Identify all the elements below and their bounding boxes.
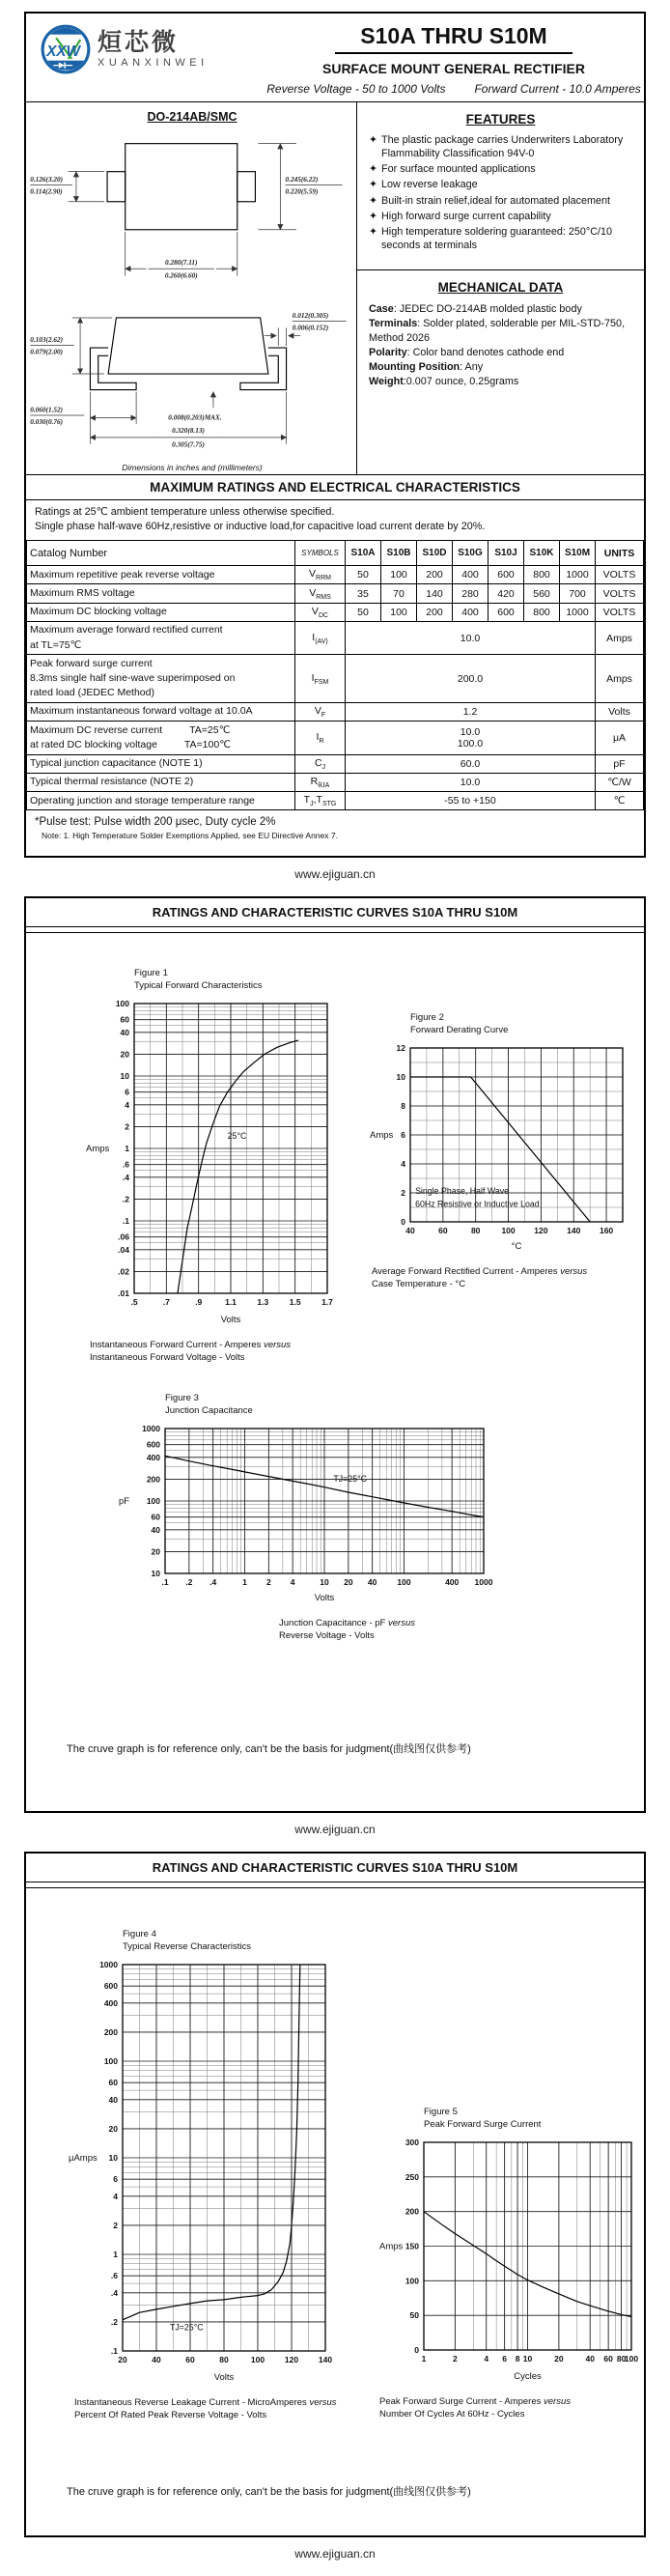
svg-text:200: 200 (405, 2206, 419, 2217)
svg-text:μAmps: μAmps (69, 2152, 98, 2164)
svg-text:20: 20 (118, 2354, 127, 2364)
svg-text:0.220(5.59): 0.220(5.59) (285, 187, 319, 196)
title-block (264, 14, 644, 101)
svg-text:0.008(0.203)MAX.: 0.008(0.203)MAX. (168, 413, 222, 422)
mechanical-line: Case: JEDEC DO-214AB molded plastic body (369, 302, 582, 315)
feature-item: ✦ Built-in strain relief,ideal for automated placement (369, 194, 611, 207)
svg-text:100: 100 (501, 1225, 516, 1235)
svg-text:60: 60 (185, 2354, 195, 2364)
svg-text:Amps: Amps (370, 1129, 394, 1141)
svg-text:60: 60 (108, 2078, 118, 2088)
svg-text:4: 4 (484, 2353, 489, 2364)
svg-text:0.006(0.152): 0.006(0.152) (292, 324, 329, 332)
svg-text:400: 400 (445, 1576, 460, 1587)
column-header: Catalog Number (27, 541, 295, 566)
figure-4-chart (65, 1957, 339, 2391)
svg-text:140: 140 (567, 1225, 581, 1235)
package-top-view (30, 144, 342, 280)
curves-box-1 (24, 896, 646, 1813)
svg-text:100: 100 (250, 2354, 265, 2364)
svg-text:80: 80 (470, 1225, 481, 1235)
mechanical-data-section (357, 270, 644, 402)
column-header: S10M (560, 541, 596, 566)
figure-5 (376, 2107, 649, 2420)
svg-text:600: 600 (103, 1981, 118, 1992)
svg-text:100: 100 (103, 2055, 118, 2066)
curves-page-title: RATINGS AND CHARACTERISTIC CURVES S10A THRU S10M (26, 898, 644, 927)
svg-text:150: 150 (405, 2241, 419, 2251)
bullet-icon: ✦ (369, 194, 378, 207)
feature-item: ✦ Low reverse leakage (369, 179, 478, 191)
svg-text:2: 2 (452, 2353, 458, 2364)
svg-text:60: 60 (438, 1225, 448, 1235)
table-row: Typical thermal resistance (NOTE 2) $R_{\theta JA}$ 10.0 ℃/W (27, 773, 644, 791)
svg-text:.1: .1 (161, 1576, 169, 1587)
figure-title: Forward Derating Curve (410, 1025, 509, 1036)
figure-2-chart (366, 1040, 636, 1260)
svg-text:20: 20 (554, 2353, 564, 2364)
svg-text:.6: .6 (122, 1159, 129, 1170)
figure-4-caption: Instantaneous Reverse Leakage Current - MicroAmperes versus Percent Of Rated Peak Reverse Voltage - Volts (74, 2396, 337, 2421)
figure-3-caption: Junction Capacitance - pF versus Reverse Voltage - Volts (279, 1617, 415, 1642)
svg-text:1.1: 1.1 (225, 1296, 237, 1307)
svg-text:80: 80 (219, 2354, 229, 2364)
table-row: Maximum repetitive peak reverse voltage $V_{RRM}$ 50 100 200 400 600 800 1000 VOLTS (27, 566, 644, 584)
features-title: FEATURES (465, 112, 536, 127)
curves-page-1 (0, 896, 670, 1836)
mechanical-data-title: MECHANICAL DATA (437, 279, 564, 295)
svg-text:.4: .4 (209, 1576, 217, 1587)
svg-text:6: 6 (502, 2353, 508, 2364)
figure-title: Peak Forward Surge Current (424, 2119, 542, 2131)
column-header: S10D (417, 541, 453, 566)
ratings-table-title: MAXIMUM RATINGS AND ELECTRICAL CHARACTERISTICS (26, 474, 644, 500)
figure-number: Figure 2 (410, 1012, 444, 1024)
svg-text:0.260(6.60): 0.260(6.60) (164, 271, 198, 280)
svg-text:4: 4 (113, 2191, 118, 2201)
svg-text:10: 10 (120, 1070, 129, 1081)
ratings-summary-line: Reverse Voltage - 50 to 1000 Volts Forward Current - 10.0 Amperes (266, 82, 641, 96)
svg-text:.04: .04 (118, 1244, 129, 1255)
svg-text:TJ=25°C: TJ=25°C (170, 2322, 204, 2333)
datasheet-page (0, 12, 670, 881)
svg-text:0.280(7.11): 0.280(7.11) (165, 259, 198, 268)
svg-text:40: 40 (585, 2353, 595, 2364)
table-row: Maximum average forward rectified current at TL=75℃ $I_{(AV)}$ 10.0 Amps (27, 621, 644, 654)
double-rule (26, 1882, 644, 1888)
svg-text:10: 10 (108, 2152, 118, 2163)
svg-text:1: 1 (421, 2353, 427, 2364)
table-row: Operating junction and storage temperature range $T_J,T_{STG}$ -55 to +150 ℃ (27, 792, 644, 810)
figure-4 (65, 1929, 339, 2421)
svg-text:60: 60 (603, 2353, 613, 2364)
mechanical-line: Terminals: Solder plated, solderable per MIL-STD-750, Method 2026 (369, 317, 626, 344)
bullet-icon: ✦ (369, 226, 378, 239)
svg-text:2: 2 (265, 1576, 271, 1587)
svg-text:20: 20 (151, 1546, 160, 1557)
svg-text:0.012(0.305): 0.012(0.305) (292, 311, 329, 320)
svg-text:100: 100 (405, 2276, 419, 2286)
curves-page-2 (0, 1852, 670, 2561)
svg-text:100: 100 (115, 998, 129, 1008)
svg-text:120: 120 (534, 1225, 548, 1235)
figure-1-chart (82, 996, 341, 1333)
svg-text:1000: 1000 (99, 1959, 118, 1969)
svg-text:6: 6 (401, 1129, 405, 1140)
svg-text:100: 100 (397, 1576, 411, 1587)
bullet-icon: ✦ (369, 163, 378, 176)
svg-text:.7: .7 (162, 1296, 170, 1307)
svg-text:10: 10 (320, 1576, 329, 1587)
svg-text:160: 160 (599, 1225, 614, 1235)
ratings-conditions: Ratings at 25℃ ambient temperature unless otherwise specified. Single phase half-wave 60Hz,resistive or inductive load,for capacitive load current derate by 20%. (35, 506, 486, 533)
svg-text:.02: .02 (118, 1266, 129, 1277)
feature-item: ✦ For surface mounted applications (369, 163, 536, 176)
column-header: SYMBOLS (295, 541, 346, 566)
svg-text:20: 20 (108, 2123, 118, 2134)
svg-text:40: 40 (151, 1524, 160, 1535)
column-header: UNITS (596, 541, 644, 566)
table-row: Maximum DC reverse current TA=25℃ at rated DC blocking voltage TA=100℃ $I_R$ 10.0 100.0 μA (27, 722, 644, 754)
svg-text:.6: .6 (110, 2271, 118, 2281)
curve-disclaimer: The cruve graph is for reference only, can't be the basis for judgment(曲线图仅供参考) (67, 2486, 471, 2499)
svg-text:2: 2 (125, 1121, 129, 1132)
table-row: Maximum instantaneous forward voltage at 10.0A $V_F$ 1.2 Volts (27, 702, 644, 721)
svg-text:0.305(7.75): 0.305(7.75) (172, 440, 205, 449)
svg-text:6: 6 (113, 2174, 118, 2185)
mechanical-line: Weight:0.007 ounce, 0.25grams (369, 376, 519, 388)
svg-text:.4: .4 (122, 1172, 129, 1182)
svg-text:1000: 1000 (474, 1576, 493, 1587)
figure-1-caption: Instantaneous Forward Current - Amperes versus Instantaneous Forward Voltage - Volts (90, 1339, 292, 1364)
column-header: S10J (489, 541, 524, 566)
svg-text:100: 100 (146, 1495, 160, 1506)
svg-text:Amps: Amps (379, 2241, 404, 2252)
svg-text:140: 140 (318, 2354, 333, 2364)
curves-box-2 (24, 1852, 646, 2537)
website-url: www.ejiguan.cn (294, 2547, 376, 2562)
figure-number: Figure 4 (123, 1929, 156, 1940)
svg-text:.2: .2 (110, 2316, 118, 2327)
svg-text:40: 40 (152, 2354, 161, 2364)
svg-text:8: 8 (401, 1100, 405, 1111)
logo-mark-icon (40, 23, 92, 75)
column-header: S10K (524, 541, 560, 566)
svg-text:Amps: Amps (86, 1143, 110, 1154)
table-row: Maximum DC blocking voltage $V_{DC}$ 50 100 200 400 600 800 1000 VOLTS (27, 603, 644, 621)
svg-text:300: 300 (405, 2137, 419, 2147)
figure-2 (366, 1012, 636, 1290)
svg-text:8: 8 (515, 2353, 520, 2364)
svg-text:1.5: 1.5 (289, 1296, 301, 1307)
svg-text:10: 10 (522, 2353, 533, 2364)
svg-text:4: 4 (290, 1576, 295, 1587)
svg-text:Volts: Volts (220, 1314, 241, 1325)
svg-text:.06: .06 (118, 1231, 129, 1242)
svg-text:Single Phase, Half Wave: Single Phase, Half Wave (415, 1185, 510, 1196)
table-row: Typical junction capacitance (NOTE 1) $C_J$ 60.0 pF (27, 754, 644, 773)
page-title: S10A THRU S10M (335, 23, 572, 54)
svg-text:2: 2 (401, 1187, 405, 1198)
package-drawing-section (26, 102, 357, 474)
features-list (369, 134, 632, 253)
svg-text:.2: .2 (122, 1194, 129, 1204)
svg-text:100: 100 (624, 2353, 639, 2364)
svg-text:.01: .01 (118, 1288, 129, 1298)
company-name-chinese: 烜芯微 (98, 28, 180, 56)
svg-text:1.7: 1.7 (321, 1296, 333, 1307)
svg-text:80: 80 (616, 2353, 627, 2364)
svg-text:2: 2 (113, 2220, 118, 2230)
svg-text:60: 60 (120, 1014, 129, 1025)
curves-page-title: RATINGS AND CHARACTERISTIC CURVES S10A THRU S10M (26, 1854, 644, 1882)
curve-disclaimer: The cruve graph is for reference only, can't be the basis for judgment(曲线图仅供参考) (67, 1743, 471, 1756)
svg-text:Volts: Volts (314, 1592, 335, 1603)
svg-text:1.3: 1.3 (257, 1296, 269, 1307)
package-side-view (30, 312, 346, 449)
svg-text:25°C: 25°C (227, 1131, 247, 1142)
svg-text:20: 20 (344, 1576, 353, 1587)
svg-text:600: 600 (146, 1439, 160, 1450)
svg-text:1: 1 (242, 1576, 247, 1587)
feature-item: ✦ The plastic package carries Underwriters Laboratory Flammability Classification 94V-0 (369, 134, 624, 159)
svg-text:40: 40 (108, 2094, 118, 2105)
datasheet-box (24, 12, 646, 858)
svg-text:0.060(1.52): 0.060(1.52) (30, 406, 64, 414)
mech-lines (369, 302, 632, 390)
svg-text:400: 400 (146, 1452, 160, 1462)
svg-text:pF: pF (119, 1495, 130, 1507)
svg-text:0: 0 (401, 1216, 405, 1227)
figure-1 (82, 968, 341, 1364)
double-rule (26, 927, 644, 933)
website-url: www.ejiguan.cn (294, 867, 376, 882)
figure-5-chart (376, 2135, 649, 2390)
column-header: S10B (381, 541, 417, 566)
svg-text:120: 120 (284, 2354, 299, 2364)
svg-text:250: 250 (405, 2171, 419, 2182)
svg-text:.2: .2 (185, 1576, 193, 1587)
dimensions-note: Dimensions in inches and (millimeters) (122, 463, 263, 472)
svg-text:200: 200 (146, 1474, 160, 1485)
svg-text:0: 0 (414, 2344, 419, 2355)
website-url: www.ejiguan.cn (294, 1823, 376, 1837)
svg-text:.4: .4 (110, 2287, 118, 2298)
features-section (357, 102, 644, 270)
package-name: DO-214AB/SMC (147, 110, 237, 124)
figure-number: Figure 5 (424, 2107, 458, 2118)
svg-text:60: 60 (151, 1512, 160, 1522)
bullet-icon: ✦ (369, 134, 378, 146)
svg-text:0.320(8.13): 0.320(8.13) (172, 427, 205, 436)
svg-text:10: 10 (151, 1568, 160, 1578)
svg-text:°C: °C (511, 1240, 522, 1252)
figure-3 (115, 1393, 501, 1642)
figure-number: Figure 3 (165, 1393, 199, 1404)
svg-text:Volts: Volts (213, 2371, 235, 2383)
svg-text:.1: .1 (110, 2345, 118, 2356)
table-row: Peak forward surge current 8.3ms single half sine-wave superimposed on rated load (JEDEC Method) $I_{FSM}$ 200.0 Amps (27, 655, 644, 703)
svg-text:.5: .5 (130, 1296, 138, 1307)
svg-text:6: 6 (125, 1087, 129, 1097)
svg-text:4: 4 (401, 1158, 405, 1169)
svg-text:40: 40 (120, 1027, 129, 1037)
svg-text:4: 4 (125, 1099, 129, 1110)
table-row: Maximum RMS voltage $V_{RMS}$ 35 70 140 280 420 560 700 VOLTS (27, 584, 644, 603)
svg-text:TJ=25°C: TJ=25°C (333, 1473, 367, 1484)
svg-text:0.030(0.76): 0.030(0.76) (30, 417, 64, 426)
svg-text:400: 400 (103, 1997, 118, 2008)
figure-title: Typical Reverse Characteristics (123, 1941, 252, 1953)
figure-5-caption: Peak Forward Surge Current - Amperes versus Number Of Cycles At 60Hz - Cycles (379, 2395, 571, 2420)
svg-text:20: 20 (120, 1049, 129, 1060)
column-header: S10G (453, 541, 489, 566)
ratings-table (26, 540, 644, 810)
svg-text:0.245(6.22): 0.245(6.22) (285, 176, 319, 184)
bullet-icon: ✦ (369, 179, 378, 191)
figure-number: Figure 1 (134, 968, 168, 979)
logo-letters: XXW (46, 43, 81, 61)
package-outline-drawing (28, 126, 349, 456)
figure-title: Junction Capacitance (165, 1405, 253, 1417)
svg-text:0.114(2.90): 0.114(2.90) (30, 187, 63, 196)
bullet-icon: ✦ (369, 211, 378, 223)
column-header: S10A (346, 541, 381, 566)
figure-2-caption: Average Forward Rectified Current - Amperes versus Case Temperature - °C (372, 1265, 588, 1290)
svg-text:40: 40 (405, 1225, 415, 1235)
svg-text:60Hz Resistive or Inductive Lo: 60Hz Resistive or Inductive Load (415, 1199, 540, 1209)
svg-text:0.079(2.00): 0.079(2.00) (30, 348, 64, 356)
feature-item: ✦ High forward surge current capability (369, 211, 551, 223)
figure-title: Typical Forward Characteristics (134, 980, 263, 992)
svg-text:200: 200 (103, 2026, 118, 2037)
svg-text:0.103(2.62): 0.103(2.62) (30, 335, 64, 344)
svg-text:50: 50 (409, 2310, 419, 2321)
svg-text:10: 10 (396, 1071, 405, 1082)
svg-text:.1: .1 (122, 1215, 129, 1226)
document-header (26, 14, 644, 102)
document-subtitle: SURFACE MOUNT GENERAL RECTIFIER (322, 61, 585, 76)
company-name-romanized: XUANXINWEI (98, 57, 209, 70)
company-logo (26, 14, 264, 101)
figure-3-chart (115, 1421, 501, 1611)
svg-text:Cycles: Cycles (514, 2370, 542, 2382)
table-header-row (27, 541, 644, 566)
svg-text:12: 12 (396, 1042, 405, 1053)
svg-text:0.126(3.20): 0.126(3.20) (30, 176, 64, 184)
svg-text:1: 1 (113, 2249, 118, 2259)
svg-text:40: 40 (367, 1576, 377, 1587)
mechanical-line: Mounting Position: Any (369, 360, 484, 373)
svg-text:.9: .9 (195, 1296, 203, 1307)
mechanical-line: Polarity: Color band denotes cathode end (369, 346, 565, 358)
svg-text:1000: 1000 (142, 1423, 160, 1433)
table-footnotes: *Pulse test: Pulse width 200 μsec, Duty cycle 2% Note: 1. High Temperature Solder Exemptions Applied, see EU Directive Annex 7. (35, 816, 338, 841)
svg-text:1: 1 (125, 1143, 129, 1153)
feature-item: ✦ High temperature soldering guaranteed: 250°C/10 seconds at terminals (369, 226, 613, 252)
